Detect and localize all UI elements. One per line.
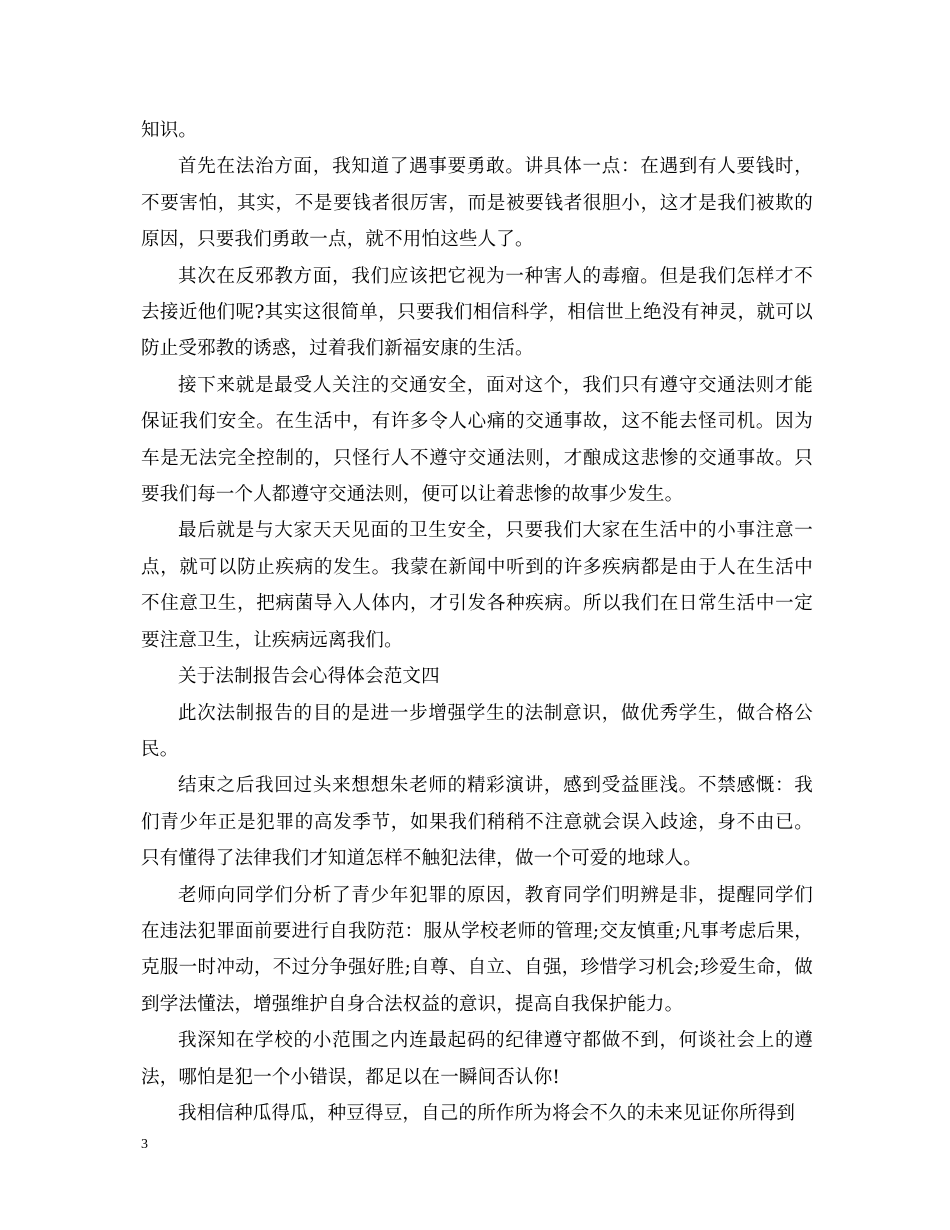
paragraph: 结束之后我回过头来想想朱老师的精彩演讲，感到受益匪浅。不禁感慨：我们青少年正是犯罪的高发季节，如果我们稍稍不注意就会误入歧途，身不由已。只有懂得了法律我们才知道怎样不触犯法律，做一个可爱的地球人。 xyxy=(141,775,813,870)
paragraph: 此次法制报告的目的是进一步增强学生的法制意识，做优秀学生，做合格公民。 xyxy=(141,702,813,760)
paragraph: 我相信种瓜得瓜，种豆得豆，自己的所作所为将会不久的未来见证你所得到 xyxy=(178,1102,796,1124)
paragraph: 接下来就是最受人关注的交通安全，面对这个，我们只有遵守交通法则才能保证我们安全。在生活中，有许多令人心痛的交通事故，这不能去怪司机。因为车是无法完全控制的，只怪行人不遵守交通法则，才酿成这悲惨的交通事故。只要我们每一个人都遵守交通法则，便可以让着悲惨的故事少发生。 xyxy=(141,374,813,506)
section-heading: 关于法制报告会心得体会范文四 xyxy=(178,666,440,688)
paragraph: 首先在法治方面，我知道了遇事要勇敢。讲具体一点：在遇到有人要钱时，不要害怕，其实，不是要钱者很厉害，而是被要钱者很胆小，这才是我们被欺的原因，只要我们勇敢一点，就不用怕这些人了。 xyxy=(141,156,813,251)
page-number: 3 xyxy=(141,1137,148,1152)
body-text xyxy=(141,113,813,1132)
paragraph: 其次在反邪教方面，我们应该把它视为一种害人的毒瘤。但是我们怎样才不去接近他们呢?其实这很简单，只要我们相信科学，相信世上绝没有神灵，就可以防止受邪教的诱惑，过着我们新福安康的生活。 xyxy=(141,265,813,360)
paragraph: 老师向同学们分析了青少年犯罪的原因，教育同学们明辨是非，提醒同学们在违法犯罪面前要进行自我防范：服从学校老师的管理;交友慎重;凡事考虑后果，克服一时冲动，不过分争强好胜;自尊、自立、自强，珍惜学习机会;珍爱生命，做到学法懂法，增强维护自身合法权益的意识，提高自我保护能力。 xyxy=(141,884,813,1015)
paragraph: 知识。 xyxy=(141,120,198,141)
paragraph: 最后就是与大家天天见面的卫生安全，只要我们大家在生活中的小事注意一点，就可以防止疾病的发生。我蒙在新闻中听到的许多疾病都是由于人在生活中不住意卫生，把病菌导入人体内，才引发各种疾病。所以我们在日常生活中一定要注意卫生，让疾病远离我们。 xyxy=(141,520,813,651)
paragraph: 我深知在学校的小范围之内连最起码的纪律遵守都做不到，何谈社会上的遵法，哪怕是犯一个小错误，都足以在一瞬间否认你! xyxy=(141,1030,813,1088)
